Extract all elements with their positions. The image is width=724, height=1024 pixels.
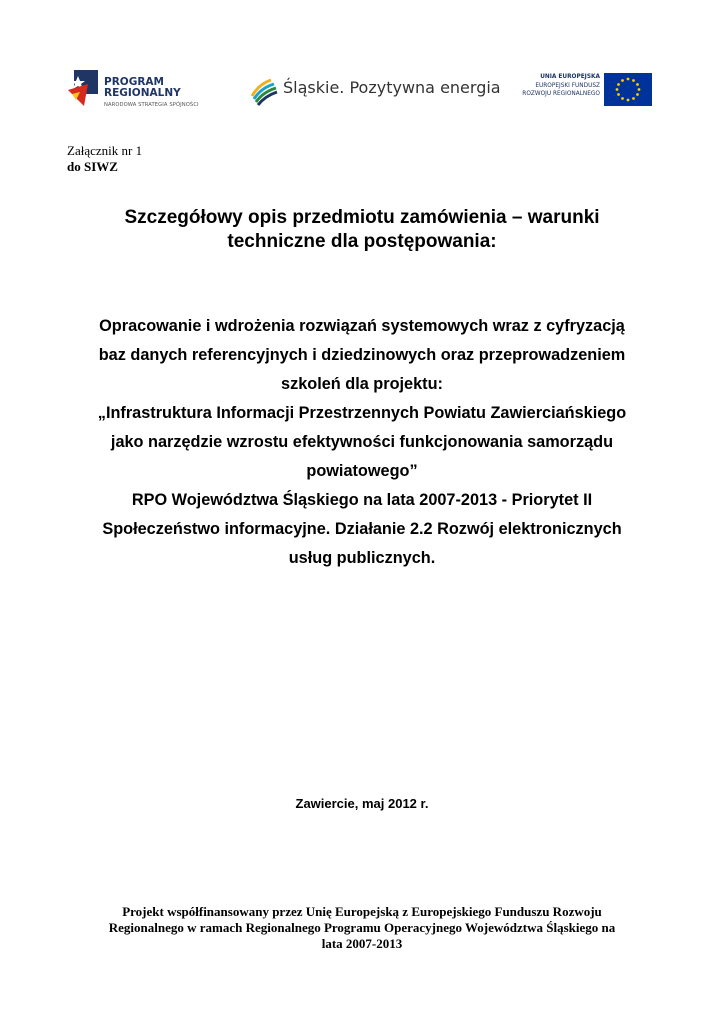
project-line-8: Społeczeństwo informacyjne. Działanie 2.2 Rozwój elektronicznych (102, 520, 622, 538)
footer-cofinancing (66, 904, 658, 952)
eu-label: UNIA EUROPEJSKA (540, 74, 600, 80)
document-title (60, 206, 664, 254)
eu-fund-label: EUROPEJSKI FUNDUSZ (535, 83, 600, 89)
footer-line-2: Regionalnego w ramach Regionalnego Programu Operacyjnego Województwa Śląskiego na (108, 920, 616, 935)
title-line-1: Szczegółowy opis przedmiotu zamówienia – warunki (124, 207, 600, 228)
program-regionalny-logo (66, 68, 216, 112)
logo-bar (66, 66, 656, 114)
slaskie-waves-icon (249, 74, 279, 106)
footer-line-1: Projekt współfinansowany przez Unię Europejską z Europejskiego Funduszu Rozwoju (122, 904, 602, 919)
attachment-siwz: do SIWZ (67, 159, 118, 174)
eu-regional-label: ROZWOJU REGIONALNEGO (522, 91, 600, 97)
project-description (80, 312, 644, 573)
project-line-4: „Infrastruktura Informacji Przestrzennych Powiatu Zawierciańskiego (97, 404, 627, 422)
place-date: Zawiercie, maj 2012 r. (295, 796, 429, 811)
project-line-5: jako narzędzie wzrostu efektywności funkcjonowania samorządu (110, 433, 614, 451)
eu-logo (514, 66, 656, 114)
project-line-9: usług publicznych. (288, 549, 436, 567)
title-line-2: techniczne dla postępowania: (227, 231, 497, 252)
strategy-label: NARODOWA STRATEGIA SPÓJNOŚCI (104, 102, 199, 108)
attachment-label (67, 143, 142, 175)
project-line-6: powiatowego” (306, 462, 418, 480)
regionalny-label: REGIONALNY (104, 87, 181, 99)
program-regionalny-emblem-icon (66, 68, 102, 112)
project-line-3: szkoleń dla projektu: (281, 375, 443, 393)
footer-line-3: lata 2007-2013 (321, 936, 403, 951)
program-label: PROGRAM (104, 76, 164, 88)
project-line-1: Opracowanie i wdrożenia rozwiązań systemowych wraz z cyfryzacją (99, 317, 625, 335)
eu-flag-icon (604, 73, 652, 106)
slaskie-logo (249, 74, 501, 108)
attachment-number: Załącznik nr 1 (67, 143, 143, 158)
project-line-2: baz danych referencyjnych i dziedzinowych oraz przeprowadzeniem (98, 346, 626, 364)
slaskie-label: Śląskie. Pozytywna energia (283, 78, 501, 97)
project-line-7: RPO Województwa Śląskiego na lata 2007-2013 - Priorytet II (131, 491, 593, 509)
